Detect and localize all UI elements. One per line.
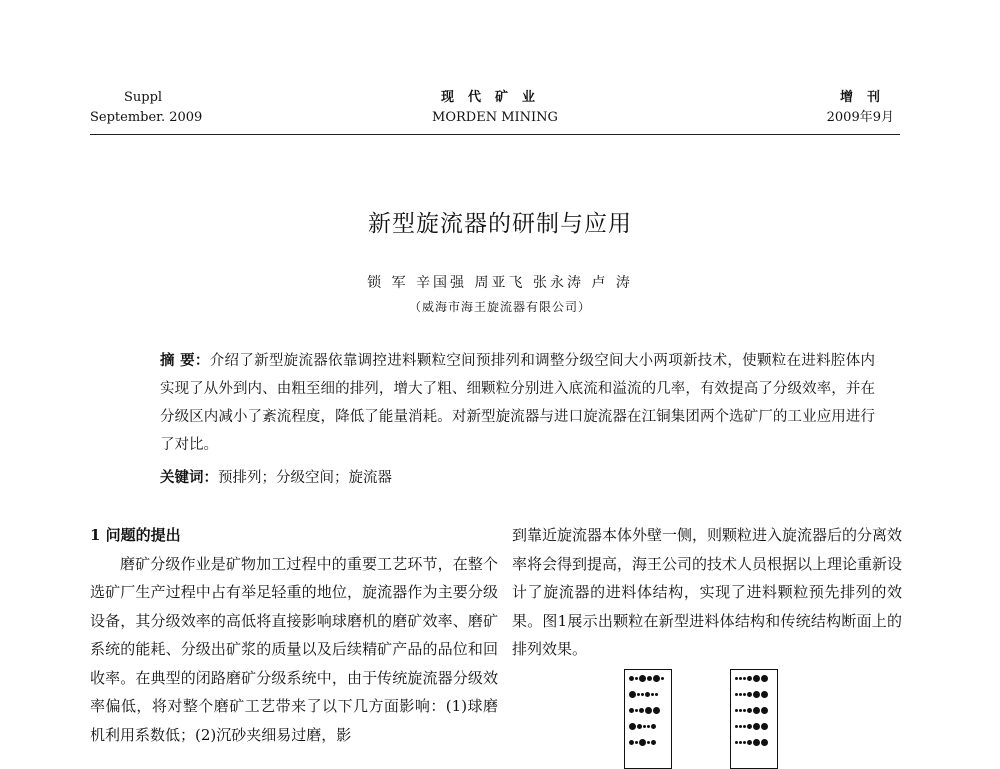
particle-dot — [635, 741, 638, 744]
particle-row — [625, 718, 671, 734]
particle-dot — [651, 724, 656, 729]
header-date-en: September. 2009 — [90, 110, 203, 125]
header-supplement-cn: 增刊 — [839, 90, 894, 105]
particle-dot — [637, 724, 642, 729]
particle-dot — [653, 707, 660, 714]
particle-dot — [629, 691, 636, 698]
particle-dot — [753, 691, 760, 698]
left-paragraph: 磨矿分级作业是矿物加工过程中的重要工艺环节，在整个选矿厂生产过程中占有举足轻重的地位，旋流器作为主要分级设备，其分级效率的高低将直接影响球磨机的磨矿效率、磨矿系统的能耗、分级出矿浆的质量以及后续精矿产品的品位和回收率。在典型的闭路磨矿分级系统中，由于传统旋流器分级效率偏低，将对整个磨矿工艺带来了以下几方面影响：(1)球磨机利用系数低；(2)沉砂夹细易过磨，影 — [90, 554, 498, 744]
particle-dot — [739, 725, 742, 728]
particle-dot — [739, 677, 742, 680]
abstract-label: 摘 要： — [160, 352, 210, 369]
particle-dot — [747, 708, 752, 713]
particle-dot — [761, 707, 768, 714]
particle-row — [731, 686, 777, 702]
particle-dot — [639, 675, 646, 682]
keywords-text: 预排列；分级空间；旋流器 — [218, 470, 392, 486]
right-column — [512, 521, 902, 664]
affiliation: （威海市海王旋流器有限公司） — [408, 300, 591, 314]
particle-dot — [743, 677, 746, 680]
particle-dot — [753, 675, 760, 682]
particle-dot — [761, 723, 768, 730]
right-paragraph: 到靠近旋流器本体外壁一侧，则颗粒进入旋流器后的分离效率将会得到提高，海王公司的技术人员根据以上理论重新设计了旋流器的进料体结构，实现了进料颗粒预先排列的效果。图1展示出颗粒在新型进料体结构和传统结构断面上的排列效果。 — [512, 526, 903, 658]
particle-dot — [747, 724, 752, 729]
particle-dot — [647, 741, 650, 744]
particle-dot — [645, 692, 650, 697]
particle-row — [731, 734, 777, 750]
particle-row — [731, 718, 777, 734]
new-structure-panel — [730, 669, 778, 769]
particle-dot — [635, 677, 638, 680]
particle-row — [731, 702, 777, 718]
particle-dot — [735, 709, 738, 712]
figure-1-particle-arrangement — [620, 669, 780, 769]
particle-dot — [747, 740, 752, 745]
particle-dot — [635, 709, 638, 712]
running-header — [90, 88, 900, 135]
left-column — [90, 521, 498, 749]
abstract-text: 介绍了新型旋流器依靠调控进料颗粒空间预排列和调整分级空间大小两项新技术，使颗粒在进料腔体内实现了从外到内、由粗至细的排列，增大了粗、细颗粒分别进入底流和溢流的几率，有效提高了分级效率，并在分级区内减小了紊流程度，降低了能量消耗。对新型旋流器与进口旋流器在江铜集团两个选矿厂的工业应用进行了对比。 — [160, 353, 875, 453]
particle-dot — [647, 676, 652, 681]
particle-dot — [735, 741, 738, 744]
header-center — [90, 88, 900, 128]
particle-row — [625, 734, 671, 750]
particle-row — [625, 702, 671, 718]
paper-title: 新型旋流器的研制与应用 — [368, 211, 632, 237]
keywords — [160, 466, 392, 487]
particle-dot — [753, 707, 760, 714]
particle-dot — [645, 707, 652, 714]
particle-dot — [753, 723, 760, 730]
particle-dot — [647, 725, 650, 728]
particle-row — [731, 670, 777, 686]
particle-dot — [753, 739, 760, 746]
journal-name-en: MORDEN MINING — [432, 110, 558, 125]
particle-dot — [629, 676, 634, 681]
particle-dot — [735, 725, 738, 728]
particle-dot — [639, 708, 644, 713]
header-suppl: Suppl — [124, 90, 163, 105]
particle-dot — [747, 692, 752, 697]
abstract — [125, 347, 875, 459]
journal-name-cn: 现代矿业 — [440, 90, 549, 105]
particle-dot — [661, 677, 664, 680]
particle-row — [625, 686, 671, 702]
particle-dot — [747, 676, 752, 681]
particle-dot — [735, 693, 738, 696]
header-date-cn: 2009年9月 — [826, 110, 894, 125]
particle-dot — [735, 677, 738, 680]
section-heading: 1 问题的提出 — [90, 526, 181, 544]
author-list: 锁 军 辛国强 周亚飞 张永涛 卢 涛 — [367, 275, 633, 291]
particle-dot — [761, 691, 768, 698]
particle-dot — [761, 739, 768, 746]
particle-dot — [653, 675, 660, 682]
particle-dot — [629, 723, 636, 730]
particle-dot — [651, 740, 656, 745]
particle-dot — [643, 725, 646, 728]
particle-dot — [743, 693, 746, 696]
particle-dot — [743, 709, 746, 712]
particle-dot — [629, 708, 634, 713]
particle-dot — [739, 709, 742, 712]
particle-dot — [739, 693, 742, 696]
particle-dot — [641, 693, 644, 696]
particle-row — [625, 670, 671, 686]
header-right — [827, 88, 894, 128]
particle-dot — [655, 693, 658, 696]
traditional-structure-panel — [624, 669, 672, 769]
particle-dot — [743, 741, 746, 744]
particle-dot — [651, 693, 654, 696]
particle-dot — [761, 675, 768, 682]
particle-dot — [743, 725, 746, 728]
particle-dot — [739, 741, 742, 744]
particle-dot — [639, 739, 646, 746]
keywords-label: 关键词： — [160, 469, 218, 486]
particle-dot — [629, 740, 634, 745]
particle-dot — [637, 693, 640, 696]
